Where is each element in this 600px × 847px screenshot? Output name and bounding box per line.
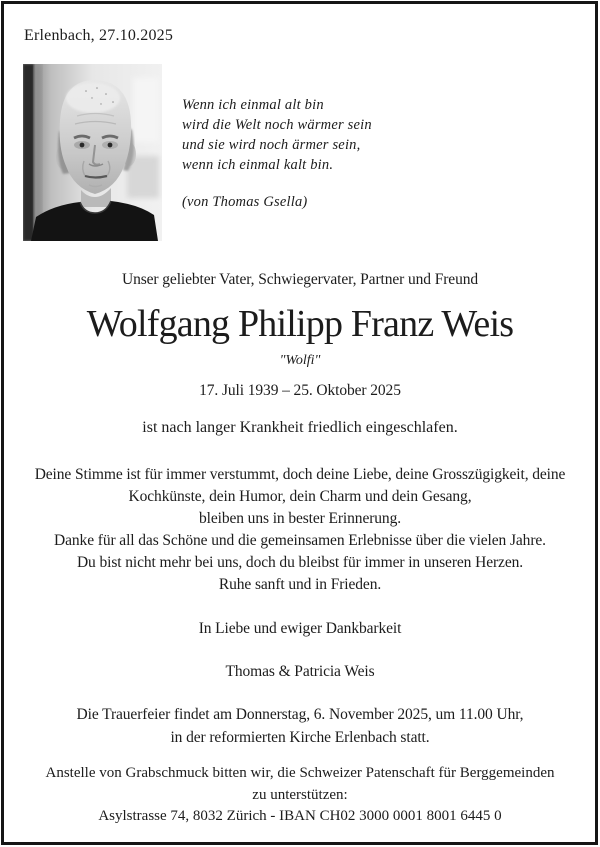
poem-line: wird die Welt noch wärmer sein: [182, 117, 372, 133]
nickname: "Wolfi": [279, 353, 321, 368]
tribute-line: Danke für all das Schöne und die gemeinsamen Erlebnisse über die vielen Jahre.: [54, 532, 546, 549]
tribute-line: Du bist nicht mehr bei uns, doch du bleibst für immer in unseren Herzen.: [76, 554, 524, 571]
tribute-line: bleiben uns in bester Erinnerung.: [198, 510, 402, 527]
donation-line: Asylstrasse 74, 8032 Zürich - IBAN CH02 3000 0001 8001 6445 0: [98, 808, 502, 824]
dateline: Erlenbach, 27.10.2025: [24, 27, 174, 44]
service-line: Die Trauerfeier findet am Donnerstag, 6. November 2025, um 11.00 Uhr,: [76, 706, 524, 723]
tribute-line: Kochkünste, dein Humor, dein Charm und dein Gesang,: [128, 488, 472, 505]
tribute-text: [35, 464, 566, 596]
poem-line: wenn ich einmal kalt bin.: [182, 157, 334, 173]
service-details: [77, 703, 524, 749]
intro-line: Unser geliebter Vater, Schwiegervater, Partner und Freund: [121, 271, 479, 288]
poem: [182, 95, 372, 212]
donation-line: Anstelle von Grabschmuck bitten wir, die Schweizer Patenschaft für Berggemeinden: [45, 765, 555, 781]
life-dates: 17. Juli 1939 – 25. Oktober 2025: [199, 382, 401, 399]
portrait-photo: [23, 64, 162, 241]
deceased-name: Wolfgang Philipp Franz Weis: [86, 303, 514, 345]
passing-line: ist nach langer Krankheit friedlich eingeschlafen.: [142, 419, 458, 436]
poem-line: und sie wird noch ärmer sein,: [182, 137, 361, 153]
closing-line: In Liebe und ewiger Dankbarkeit: [198, 620, 402, 637]
donation-details: [46, 763, 555, 828]
service-line: in der reformierten Kirche Erlenbach statt.: [170, 729, 430, 746]
tribute-line: Ruhe sanft und in Frieden.: [218, 576, 382, 593]
poem-attribution: (von Thomas Gsella): [182, 194, 308, 210]
family-names: Thomas & Patricia Weis: [225, 663, 375, 680]
tribute-line: Deine Stimme ist für immer verstummt, doch deine Liebe, deine Grosszügigkeit, deine: [34, 466, 566, 483]
poem-line: Wenn ich einmal alt bin: [182, 97, 324, 113]
donation-line: zu unterstützen:: [252, 786, 348, 803]
